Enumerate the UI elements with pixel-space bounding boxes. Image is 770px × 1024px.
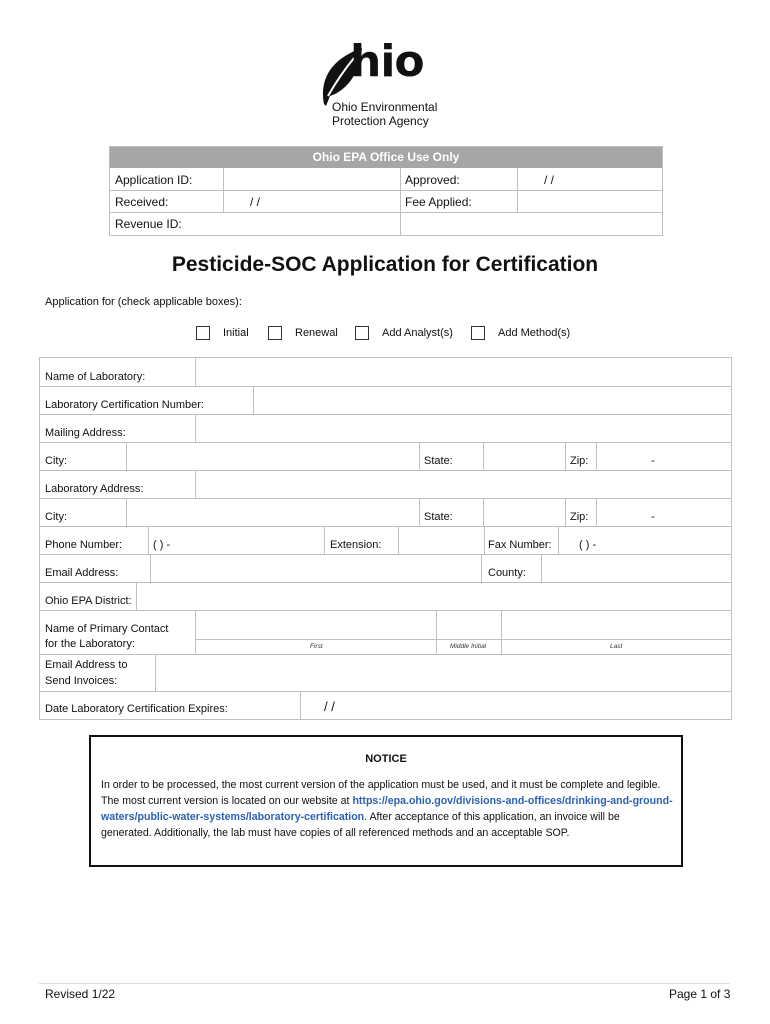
- lab-address-field[interactable]: [196, 471, 731, 498]
- laboratory-info-form: [39, 357, 732, 720]
- application-id-label: Application ID:: [115, 173, 193, 187]
- extension-field[interactable]: [399, 527, 484, 554]
- cert-expires-date-field[interactable]: / /: [324, 699, 335, 714]
- add-method-option-label: Add Method(s): [498, 327, 571, 339]
- fax-label: Fax Number:: [488, 539, 552, 551]
- mailing-state-label: State:: [424, 455, 453, 467]
- mailing-city-field[interactable]: [127, 443, 419, 470]
- invoice-email-label-line1: Email Address to: [45, 659, 128, 671]
- notice-heading: NOTICE: [365, 753, 407, 765]
- fee-applied-field[interactable]: [518, 191, 661, 212]
- cert-number-label: Laboratory Certification Number:: [45, 399, 204, 411]
- renewal-option-label: Renewal: [295, 327, 338, 339]
- page-title: Pesticide-SOC Application for Certification: [171, 253, 599, 276]
- lab-zip-label: Zip:: [570, 511, 589, 523]
- contact-label-line2: for the Laboratory:: [45, 638, 135, 650]
- lab-state-label: State:: [424, 511, 453, 523]
- phone-field[interactable]: ( ) -: [153, 539, 171, 551]
- revenue-id-label: Revenue ID:: [115, 217, 182, 231]
- revision-label: Revised 1/22: [45, 987, 116, 1001]
- certification-website-link[interactable]: https://epa.ohio.gov/divisions-and-offices/drinking-and-ground-waters/public-water-systems/laboratory-certification: [101, 795, 673, 823]
- mailing-city-label: City:: [45, 455, 67, 467]
- office-use-header: Ohio EPA Office Use Only: [110, 147, 662, 168]
- contact-first-name-field[interactable]: [196, 611, 436, 639]
- logo-line-1: Ohio Environmental: [332, 100, 438, 114]
- contact-middle-initial-field[interactable]: [437, 611, 501, 639]
- invoice-email-label-line2: Send Invoices:: [45, 675, 118, 687]
- email-field[interactable]: [151, 555, 481, 582]
- renewal-checkbox[interactable]: [268, 326, 282, 340]
- county-field[interactable]: [542, 555, 731, 582]
- add-method-checkbox[interactable]: [471, 326, 485, 340]
- mailing-state-field[interactable]: [484, 443, 565, 470]
- initial-option-label: Initial: [223, 327, 249, 339]
- initial-checkbox[interactable]: [196, 326, 210, 340]
- lab-state-field[interactable]: [484, 499, 565, 526]
- cert-number-field[interactable]: [254, 387, 731, 414]
- mailing-address-field[interactable]: [196, 415, 731, 442]
- contact-label-line1: Name of Primary Contact: [45, 623, 169, 635]
- approved-date-field[interactable]: / /: [544, 173, 555, 187]
- received-date-field[interactable]: / /: [250, 195, 261, 209]
- extension-label: Extension:: [330, 539, 382, 551]
- fee-applied-label: Fee Applied:: [405, 195, 472, 209]
- email-label: Email Address:: [45, 567, 119, 579]
- contact-last-name-field[interactable]: [502, 611, 731, 639]
- page-number: Page 1 of 3: [669, 987, 731, 1001]
- first-name-caption: First: [310, 643, 323, 650]
- mailing-zip-label: Zip:: [570, 455, 589, 467]
- lab-address-label: Laboratory Address:: [45, 483, 144, 495]
- cert-expires-label: Date Laboratory Certification Expires:: [45, 703, 228, 715]
- received-label: Received:: [115, 195, 169, 209]
- application-type-prompt: Application for (check applicable boxes):: [45, 296, 242, 308]
- lab-city-label: City:: [45, 511, 67, 523]
- district-label: Ohio EPA District:: [45, 595, 132, 607]
- revenue-id-field[interactable]: [224, 213, 400, 234]
- mailing-address-label: Mailing Address:: [45, 427, 126, 439]
- application-id-field[interactable]: [224, 169, 400, 190]
- footer-divider: [39, 983, 730, 984]
- notice-body: [101, 777, 673, 841]
- logo-line-2: Protection Agency: [332, 114, 429, 128]
- ohio-epa-logo: [318, 36, 458, 134]
- middle-initial-caption: Middle Initial: [450, 643, 487, 650]
- last-name-caption: Last: [610, 643, 623, 650]
- district-field[interactable]: [137, 583, 731, 610]
- notice-text-before: In order to be processed, the most current version of the application must be used, and it must be complete and legible. The most current version is located on our website at: [101, 779, 661, 807]
- fax-field[interactable]: ( ) -: [579, 539, 597, 551]
- approved-label: Approved:: [405, 173, 460, 187]
- mailing-zip-field[interactable]: -: [651, 455, 655, 467]
- office-use-table: [109, 146, 663, 236]
- lab-name-field[interactable]: [196, 358, 731, 386]
- add-analyst-checkbox[interactable]: [355, 326, 369, 340]
- lab-zip-field[interactable]: -: [651, 511, 655, 523]
- invoice-email-field[interactable]: [156, 655, 731, 691]
- notice-box: [89, 735, 683, 867]
- county-label: County:: [488, 567, 526, 579]
- phone-label: Phone Number:: [45, 539, 123, 551]
- lab-city-field[interactable]: [127, 499, 419, 526]
- logo-wordmark: hio: [350, 36, 424, 87]
- lab-name-label: Name of Laboratory:: [45, 371, 146, 383]
- notice-text-after: . After acceptance of this application, an invoice will be generated. Additionally, the lab must have copies of all referenced methods and an acceptable SOP.: [101, 811, 620, 839]
- add-analyst-option-label: Add Analyst(s): [382, 327, 453, 339]
